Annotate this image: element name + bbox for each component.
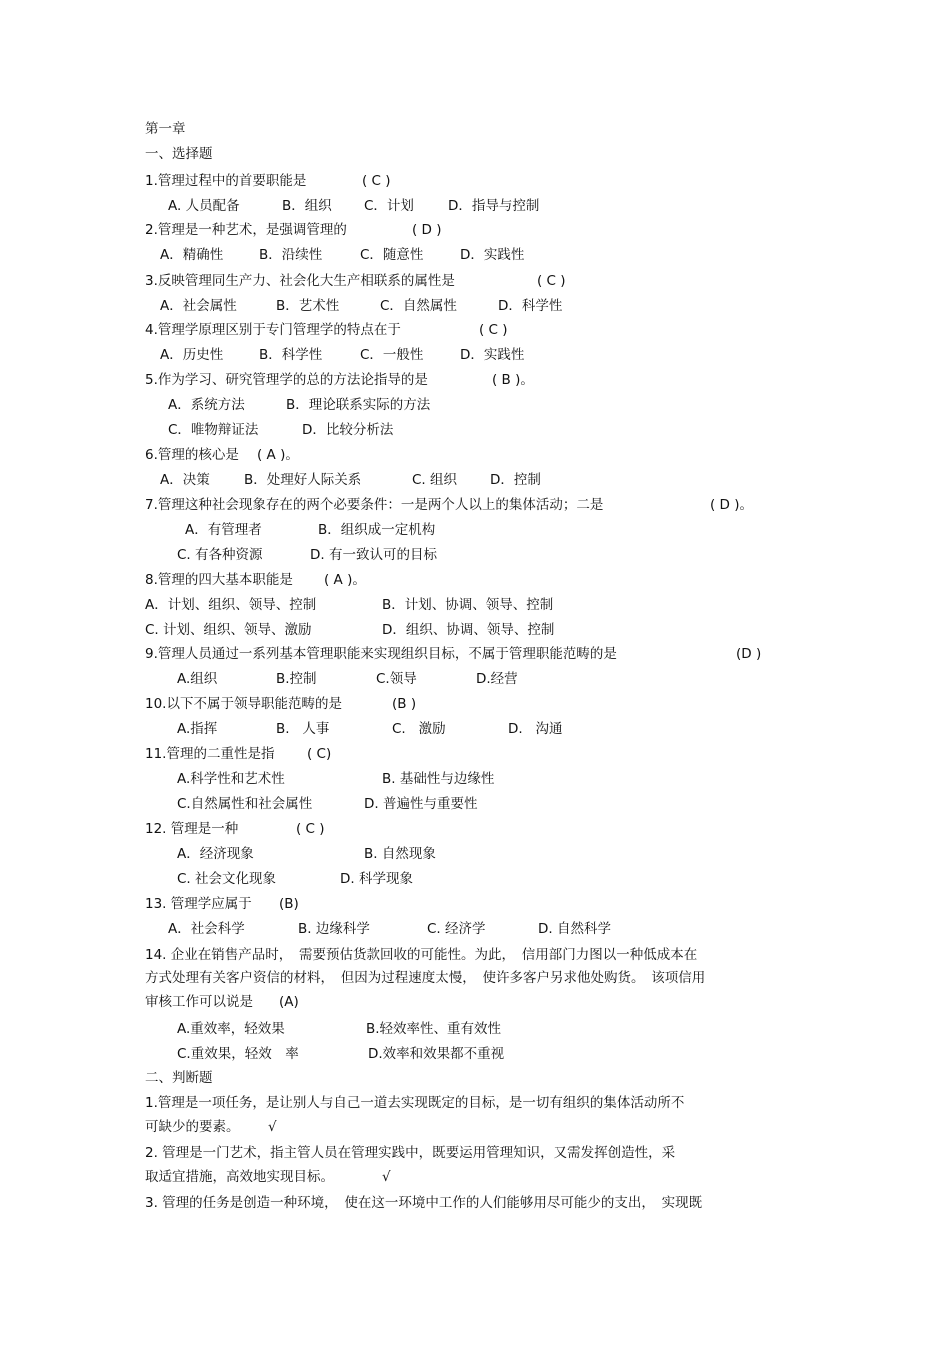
option: D．指导与控制 [448, 198, 540, 214]
answer-key: ( C ) [296, 821, 325, 837]
question-stem: 1.管理过程中的首要职能是 [145, 173, 307, 189]
answer-key: ( B )。 [492, 372, 534, 388]
option: C．唯物辩证法 [168, 422, 259, 438]
option: C．随意性 [360, 247, 424, 263]
option: D.经营 [476, 671, 518, 687]
option: D．比较分析法 [302, 422, 394, 438]
answer-key: ( A )。 [257, 447, 299, 463]
option: B．组织成一定机构 [318, 522, 436, 538]
option: C. 组织 [412, 472, 458, 488]
option: A．决策 [160, 472, 210, 488]
option: A.组织 [177, 671, 218, 687]
judgment-text: 3. 管理的任务是创造一种环境， 使在这一环境中工作的人们能够用尽可能少的支出， 实现既 [145, 1195, 703, 1211]
answer-key: (B) [279, 896, 299, 912]
option: D.效率和效果都不重视 [368, 1046, 505, 1062]
answer-key: ( A )。 [324, 572, 366, 588]
option: A．系统方法 [168, 397, 245, 413]
option: B. 自然现象 [364, 846, 436, 862]
option: A. 人员配备 [168, 198, 240, 214]
question-stem: 10.以下不属于领导职能范畴的是 [145, 696, 342, 712]
question-stem: 8.管理的四大基本职能是 [145, 572, 293, 588]
question-stem: 12. 管理是一种 [145, 821, 239, 837]
option: A.指挥 [177, 721, 218, 737]
option: D．控制 [490, 472, 541, 488]
section-heading-choice: 一、选择题 [145, 146, 213, 162]
judgment-mark: √ [382, 1169, 391, 1185]
question-stem: 9.管理人员通过一系列基本管理职能来实现组织目标，不属于管理职能范畴的是 [145, 646, 617, 662]
option: D．实践性 [460, 247, 525, 263]
option: C．一般性 [360, 347, 424, 363]
question-stem: 4.管理学原理区别于专门管理学的特点在于 [145, 322, 401, 338]
option: A．经济现象 [177, 846, 254, 862]
answer-key: ( D )。 [710, 497, 754, 513]
option: D. 有一致认可的目标 [310, 547, 437, 563]
option: C. 计划、组织、领导、激励 [145, 622, 312, 638]
option: B．艺术性 [276, 298, 340, 314]
option: D. 普遍性与重要性 [364, 796, 478, 812]
question-stem: 6.管理的核心是 [145, 447, 239, 463]
question-stem: 方式处理有关客户资信的材料， 但因为过程速度太慢， 使许多客户另求他处购货。 该项信用 [145, 970, 706, 986]
question-stem: 7.管理这种社会现象存在的两个必要条件：一是两个人以上的集体活动；二是 [145, 497, 604, 513]
answer-key: ( C ) [362, 173, 391, 189]
option: C．自然属性 [380, 298, 457, 314]
option: D．科学性 [498, 298, 563, 314]
option: C. 有各种资源 [177, 547, 263, 563]
option: A．计划、组织、领导、控制 [145, 597, 317, 613]
option: A．社会科学 [168, 921, 245, 937]
option: D. 沟通 [508, 721, 563, 737]
option: C.领导 [376, 671, 417, 687]
option: C. 社会文化现象 [177, 871, 277, 887]
answer-key: (A) [279, 994, 299, 1010]
option: B．组织 [282, 198, 332, 214]
option: B. 边缘科学 [298, 921, 370, 937]
option: C．计划 [364, 198, 414, 214]
judgment-text: 2. 管理是一门艺术，指主管人员在管理实践中，既要运用管理知识，又需发挥创造性，采 [145, 1145, 676, 1161]
answer-key: ( C) [307, 746, 332, 762]
option: C.重效果，轻效 率 [177, 1046, 299, 1062]
option: C. 经济学 [427, 921, 486, 937]
answer-key: (D ) [736, 646, 762, 662]
option: B．沿续性 [259, 247, 323, 263]
question-stem: 14. 企业在销售产品时， 需要预估货款回收的可能性。为此， 信用部门力图以一种低成本在 [145, 947, 698, 963]
option: B.控制 [276, 671, 317, 687]
option: B．理论联系实际的方法 [286, 397, 431, 413]
question-stem: 11.管理的二重性是指 [145, 746, 275, 762]
option: D．实践性 [460, 347, 525, 363]
question-stem: 5.作为学习、研究管理学的总的方法论指导的是 [145, 372, 428, 388]
option: A.科学性和艺术性 [177, 771, 285, 787]
option: A．有管理者 [185, 522, 262, 538]
question-stem: 2.管理是一种艺术，是强调管理的 [145, 222, 347, 238]
option: A．精确性 [160, 247, 224, 263]
answer-key: (B ) [392, 696, 417, 712]
answer-key: ( D ) [412, 222, 442, 238]
option: A.重效率，轻效果 [177, 1021, 285, 1037]
option: D. 科学现象 [340, 871, 413, 887]
judgment-text: 可缺少的要素。 [145, 1119, 240, 1135]
option: B．计划、协调、领导、控制 [382, 597, 554, 613]
option: D．组织、协调、领导、控制 [382, 622, 555, 638]
option: B．处理好人际关系 [244, 472, 362, 488]
question-stem: 3.反映管理同生产力、社会化大生产相联系的属性是 [145, 273, 455, 289]
option: B. 人事 [276, 721, 330, 737]
judgment-mark: √ [268, 1119, 277, 1135]
chapter-title: 第一章 [145, 121, 186, 137]
answer-key: ( C ) [537, 273, 566, 289]
question-stem: 13. 管理学应属于 [145, 896, 252, 912]
option: A．历史性 [160, 347, 224, 363]
judgment-text: 取适宜措施，高效地实现目标。 [145, 1169, 334, 1185]
option: B．科学性 [259, 347, 323, 363]
question-stem: 审核工作可以说是 [145, 994, 253, 1010]
option: B. 基础性与边缘性 [382, 771, 495, 787]
option: C.自然属性和社会属性 [177, 796, 313, 812]
section-heading-judgment: 二、判断题 [145, 1070, 213, 1086]
answer-key: ( C ) [479, 322, 508, 338]
option: C. 激励 [392, 721, 446, 737]
option: B.轻效率性、重有效性 [366, 1021, 502, 1037]
option: A．社会属性 [160, 298, 237, 314]
judgment-text: 1.管理是一项任务，是让别人与自己一道去实现既定的目标，是一切有组织的集体活动所不 [145, 1095, 685, 1111]
option: D. 自然科学 [538, 921, 611, 937]
